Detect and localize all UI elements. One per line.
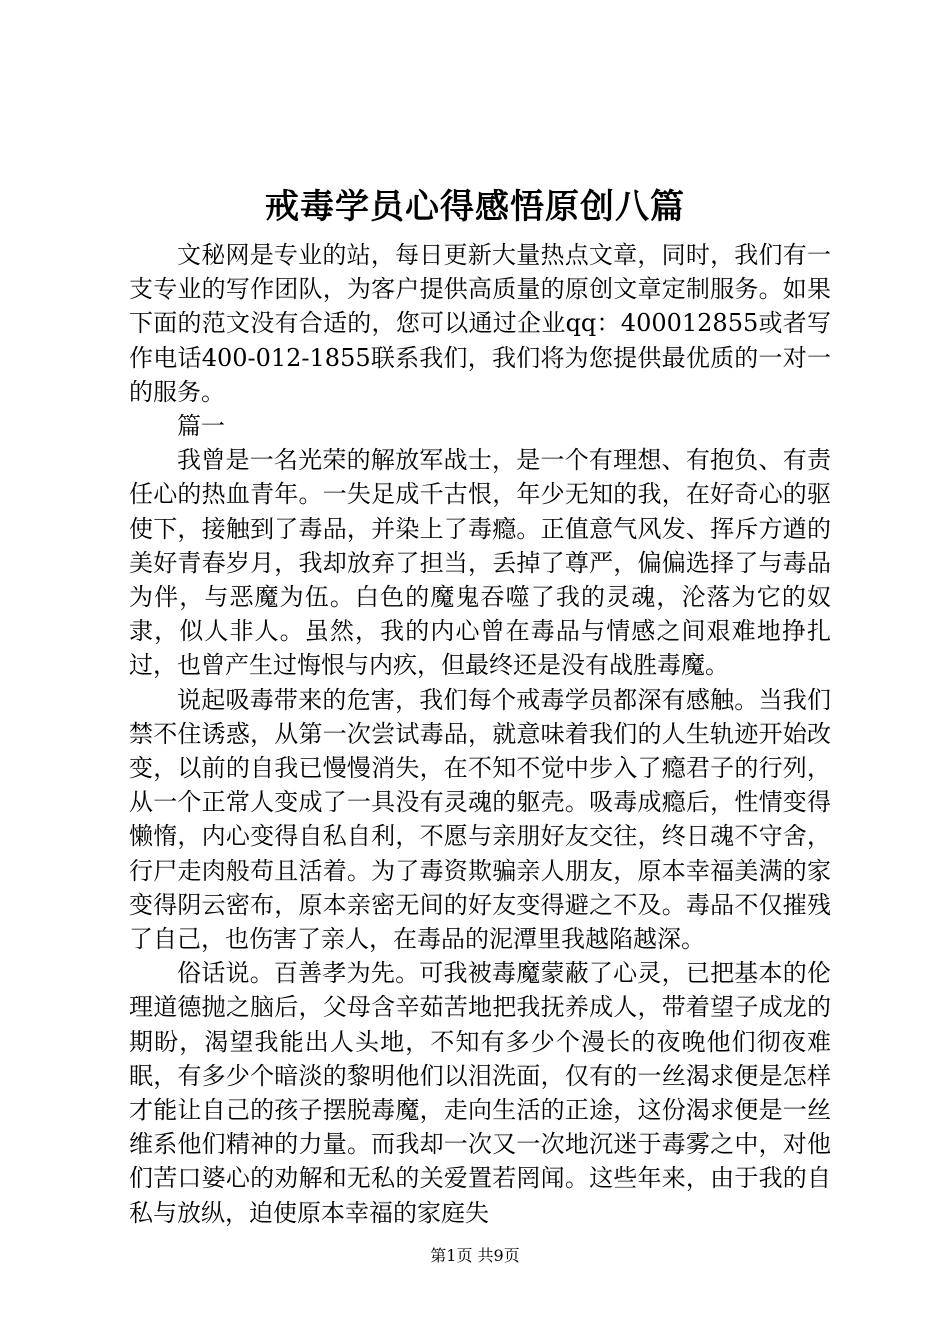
- body-paragraph: 说起吸毒带来的危害，我们每个戒毒学员都深有感触。当我们禁不住诱惑，从第一次尝试毒品，就意味着我们的人生轨迹开始改变，以前的自我已慢慢消失，在不知不觉中步入了瘾君子的行列，从一个正常人变成了一具没有灵魂的躯壳。吸毒成瘾后，性情变得懒惰，内心变得自私自利，不愿与亲朋好友交往，终日魂不守舍，行尸走肉般苟且活着。为了毒资欺骗亲人朋友，原本幸福美满的家变得阴云密布，原本亲密无间的好友变得避之不及。毒品不仅摧残了自己，也伤害了亲人，在毒品的泥潭里我越陷越深。: [129, 685, 831, 954]
- section-heading: 篇一: [177, 412, 225, 441]
- body-paragraph: 俗话说。百善孝为先。可我被毒魔蒙蔽了心灵，已把基本的伦理道德抛之脑后，父母含辛茹苦地把我抚养成人，带着望子成龙的期盼，渴望我能出人头地，不知有多少个漫长的夜晚他们彻夜难眠，有多少个暗淡的黎明他们以泪洗面，仅有的一丝渴求便是怎样才能让自己的孩子摆脱毒魔，走向生活的正途，这份渴求便是一丝维系他们精神的力量。而我却一次又一次地沉迷于毒雾之中，对他们苦口婆心的劝解和无私的关爱置若罔闻。这些年来，由于我的自私与放纵，迫使原本幸福的家庭失: [129, 959, 831, 1227]
- document-title: 戒毒学员心得感悟原创八篇: [265, 187, 685, 227]
- page-footer: 第1页 共9页: [430, 1246, 520, 1265]
- body-paragraph: 我曾是一名光荣的解放军战士，是一个有理想、有抱负、有责任心的热血青年。一失足成千古恨，年少无知的我，在好奇心的驱使下，接触到了毒品，并染上了毒瘾。正值意气风发、挥斥方遒的美好青春岁月，我却放弃了担当，丢掉了尊严，偏偏选择了与毒品为伴，与恶魔为伍。白色的魔鬼吞噬了我的灵魂，沦落为它的奴隶，似人非人。虽然，我的内心曾在毒品与情感之间艰难地挣扎过，也曾产生过悔恨与内疚，但最终还是没有战胜毒魔。: [129, 446, 831, 680]
- intro-paragraph: 文秘网是专业的站，每日更新大量热点文章，同时，我们有一支专业的写作团队，为客户提供高质量的原创文章定制服务。如果下面的范文没有合适的，您可以通过企业qq：400012855或者写作电话400-012-1855联系我们，我们将为您提供最优质的一对一的服务。: [129, 241, 831, 406]
- document-body: [129, 238, 831, 1230]
